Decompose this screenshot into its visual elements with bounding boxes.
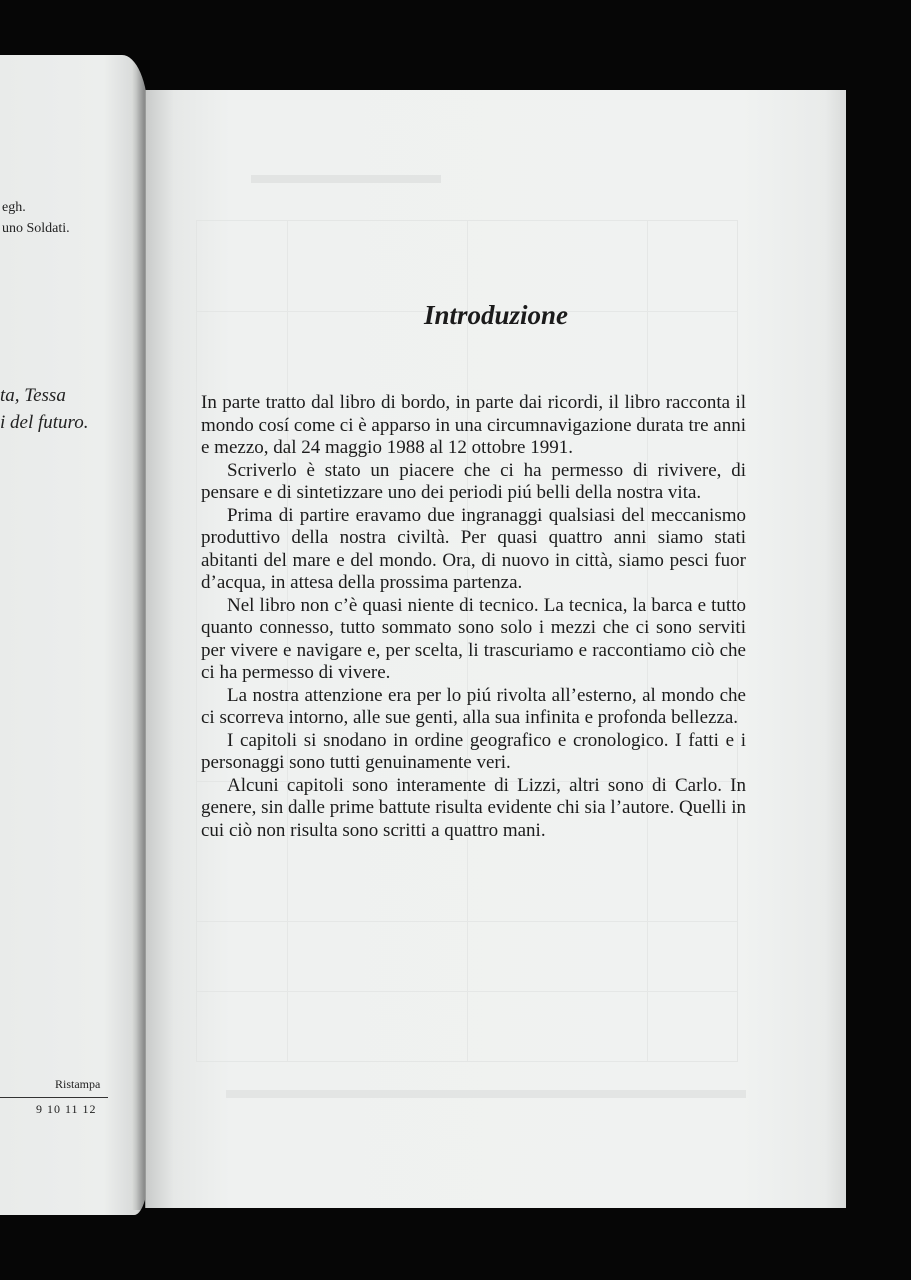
paragraph: Prima di partire eravamo due ingranaggi qualsiasi del meccanismo produttivo della nostra civiltà. Per quasi quattro anni siamo stati abitanti del mare e del mondo. Ora, di nuovo in città, siamo pesci fuor d’acqua, in attesa della prossima partenza. <box>201 504 746 593</box>
body-text <box>201 392 746 842</box>
left-text-fragment: i del futuro. <box>0 412 89 433</box>
show-through-footer <box>226 1090 746 1098</box>
left-text-fragment: egh. <box>2 200 26 215</box>
left-text-fragment: ta, Tessa <box>0 385 66 406</box>
paragraph: Nel libro non c’è quasi niente di tecnico. La tecnica, la barca e tutto quanto connesso, tutto sommato sono solo i mezzi che ci sono serviti per vivere e navigare e, per scelta, li trascuriamo e raccontiamo ciò che ci ha permesso di vivere. <box>201 594 746 683</box>
left-text-fragment: uno Soldati. <box>2 221 70 236</box>
reprint-label: Ristampa <box>55 1077 101 1091</box>
paragraph: La nostra attenzione era per lo piú rivolta all’esterno, al mondo che ci scorreva intorno, alle sue genti, alla sua infinita e profonda bellezza. <box>201 684 746 728</box>
paragraph: Alcuni capitoli sono interamente di Lizzi, altri sono di Carlo. In genere, sin dalle prime battute risulta evidente chi sia l’autore. Quelli in cui ciò non risulta sono scritti a quattro mani. <box>201 774 747 841</box>
reprint-numbers: 9 10 11 12 <box>36 1102 97 1116</box>
show-through-header <box>251 175 441 183</box>
left-page <box>0 55 148 1215</box>
paragraph: I capitoli si snodano in ordine geografico e cronologico. I fatti e i personaggi sono tutti genuinamente veri. <box>201 729 746 773</box>
paragraph: In parte tratto dal libro di bordo, in parte dai ricordi, il libro racconta il mondo cosí come ci è apparso in una circumnavigazione durata tre anni e mezzo, dal 24 maggio 1988 al 12 ottobre 1991. <box>201 392 746 458</box>
right-page <box>145 90 846 1208</box>
divider <box>0 1097 108 1098</box>
page-title: Introduzione <box>423 300 569 330</box>
paragraph: Scriverlo è stato un piacere che ci ha permesso di rivivere, di pensare e di sintetizzare uno dei periodi piú belli della nostra vita. <box>201 459 746 503</box>
